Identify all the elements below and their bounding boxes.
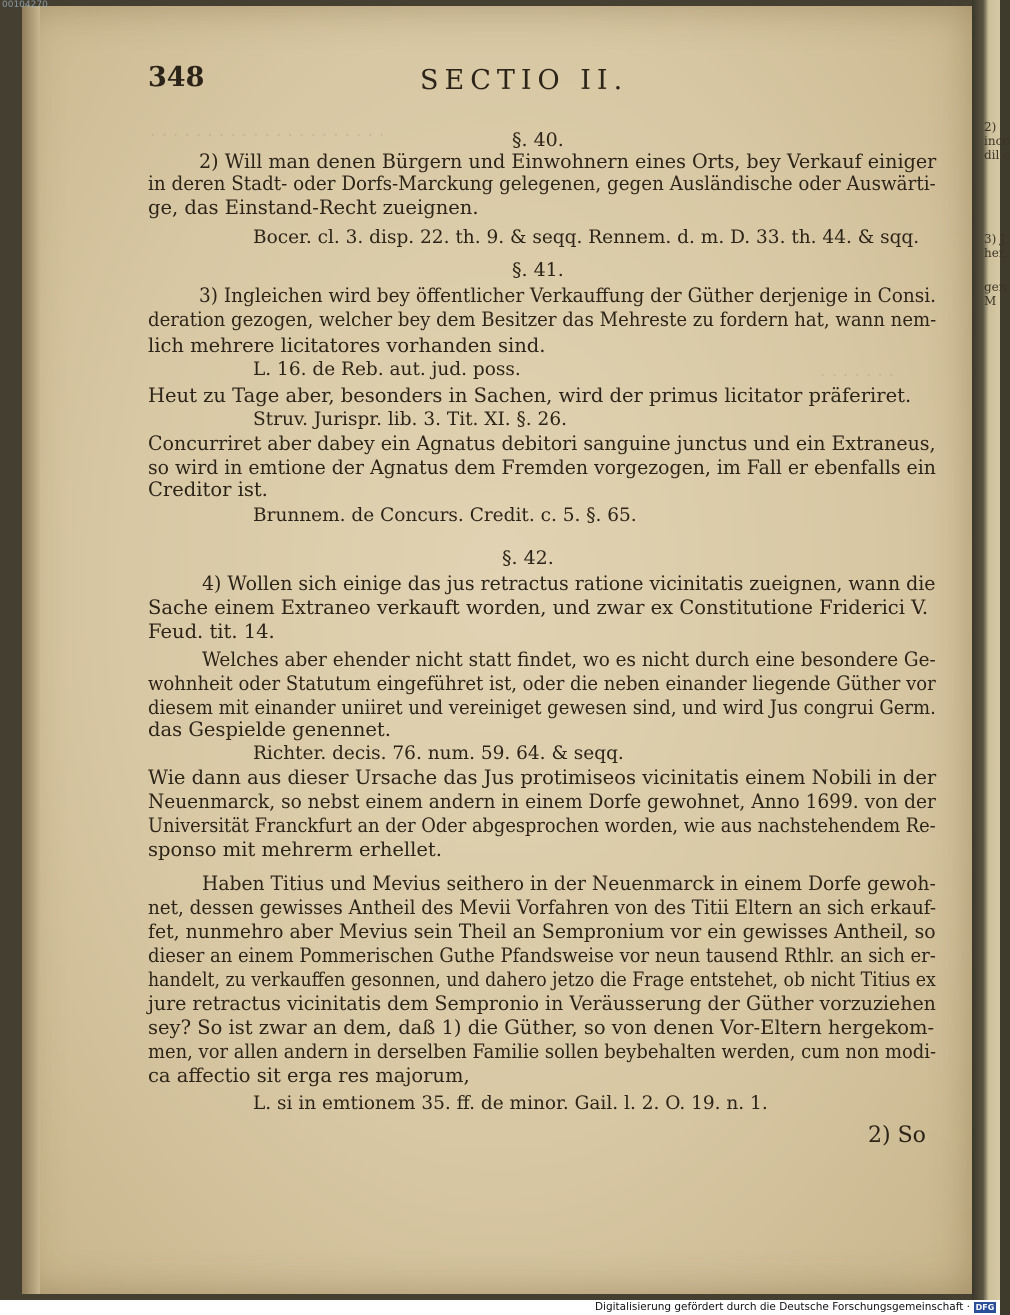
text-line: Haben Titius und Mevius seithero in der Neuenmarck in einem Dorfe gewoh- bbox=[202, 872, 936, 895]
citation-line: L. 16. de Reb. aut. jud. poss. bbox=[253, 359, 521, 380]
section-heading: §. 41. bbox=[512, 259, 564, 281]
edge-fragment: gen bbox=[984, 280, 1007, 294]
show-through-text: · · · · · · · bbox=[820, 365, 895, 386]
text-line: Sache einem Extraneo verkauft worden, und zwar ex Constitutione Friderici V. bbox=[148, 596, 929, 619]
text-line: Concurriret aber dabey ein Agnatus debitori sanguine junctus und ein Extraneus, bbox=[148, 432, 936, 455]
text-line: 2) Will man denen Bürgern und Einwohnern eines Orts, bey Verkauf einiger bbox=[199, 150, 937, 173]
footer-credit: Digitalisierung gefördert durch die Deutsche Forschungsgemeinschaft · bbox=[594, 1301, 970, 1313]
text-line: in deren Stadt- oder Dorfs-Marckung gelegenen, gegen Ausländische oder Auswärti- bbox=[148, 172, 936, 195]
text-line: Feud. tit. 14. bbox=[148, 620, 275, 643]
text-line: handelt, zu verkauffen gesonnen, und dahero jetzo die Frage entstehet, ob nicht Titius ex bbox=[148, 968, 936, 991]
section-heading: §. 42. bbox=[502, 547, 554, 569]
reference-number: 00104270 bbox=[2, 0, 48, 10]
section-heading: §. 40. bbox=[512, 129, 564, 151]
citation-line: Struv. Jurispr. lib. 3. Tit. XI. §. 26. bbox=[253, 409, 567, 430]
text-line: Creditor ist. bbox=[148, 478, 268, 501]
citation-line: Brunnem. de Concurs. Credit. c. 5. §. 65. bbox=[253, 505, 637, 526]
text-line: 3) Ingleichen wird bey öffentlicher Verkauffung der Güther derjenige in Consi. bbox=[199, 284, 937, 307]
page-gutter bbox=[22, 6, 40, 1294]
citation-line: Richter. decis. 76. num. 59. 64. & seqq. bbox=[253, 743, 624, 764]
text-line: fet, nunmehro aber Mevius sein Theil an Sempronium vor ein gewisses Antheil, so bbox=[148, 920, 936, 943]
text-line: ca affectio sit erga res majorum, bbox=[148, 1064, 470, 1087]
text-line: net, dessen gewisses Antheil des Mevii Vorfahren von des Titii Eltern an sich erkauf- bbox=[148, 896, 937, 919]
page-number: 348 bbox=[148, 62, 205, 93]
text-line: Universität Franckfurt an der Oder abgesprochen worden, wie aus nachstehendem Re- bbox=[148, 814, 936, 837]
edge-fragment: 2) bbox=[984, 120, 997, 134]
dfg-logo: DFG bbox=[975, 1303, 995, 1312]
text-line: jure retractus vicinitatis dem Sempronio in Veräusserung der Güther vorzuziehen bbox=[148, 992, 936, 1015]
catchword: 2) So bbox=[868, 1123, 926, 1148]
citation-line: Bocer. cl. 3. disp. 22. th. 9. & seqq. Rennem. d. m. D. 33. th. 44. & sqq. bbox=[253, 227, 920, 248]
text-line: wohnheit oder Statutum eingeführet ist, oder die neben einander liegende Güther vor bbox=[148, 672, 936, 695]
text-line: Welches aber ehender nicht statt findet, wo es nicht durch eine besondere Ge- bbox=[202, 648, 936, 671]
running-head: SECTIO II. bbox=[420, 65, 629, 96]
edge-fragment: her, bbox=[984, 246, 1008, 260]
text-line: Heut zu Tage aber, besonders in Sachen, wird der primus licitator präferiret. bbox=[148, 384, 912, 407]
text-line: das Gespielde genennet. bbox=[148, 718, 391, 741]
text-line: so wird in emtione der Agnatus dem Fremden vorgezogen, im Fall er ebenfalls ein bbox=[148, 456, 936, 479]
citation-line: L. si in emtionem 35. ff. de minor. Gail. l. 2. O. 19. n. 1. bbox=[253, 1093, 768, 1114]
text-line: sey? So ist zwar an dem, daß 1) die Güther, so von denen Vor-Eltern hergekom- bbox=[148, 1016, 935, 1039]
text-line: Neuenmarck, so nebst einem andern in einem Dorfe gewohnet, Anno 1699. von der bbox=[148, 790, 936, 813]
text-line: dieser an einem Pommerischen Guthe Pfandsweise vor neun tausend Rthlr. an sich er- bbox=[148, 944, 936, 967]
text-line: ge, das Einstand-Recht zueignen. bbox=[148, 196, 479, 219]
text-line: lich mehrere licitatores vorhanden sind. bbox=[148, 334, 546, 357]
text-line: 4) Wollen sich einige das jus retractus ratione vicinitatis zueignen, wann die bbox=[202, 572, 936, 595]
text-line: Wie dann aus dieser Ursache das Jus protimiseos vicinitatis einem Nobili in der bbox=[148, 766, 937, 789]
text-line: diesem mit einander uniiret und vereiniget gewesen sind, und wird Jus congrui Germ. bbox=[148, 696, 936, 719]
edge-fragment: dil c bbox=[984, 148, 1010, 162]
edge-fragment: inco bbox=[984, 134, 1010, 148]
next-page-edge-text bbox=[984, 120, 1010, 308]
show-through-text: · · · · · · · · · · · · · · · · · · · · · bbox=[150, 125, 385, 146]
text-line: deration gezogen, welcher bey dem Besitzer das Mehreste zu fordern hat, wann nem- bbox=[148, 308, 937, 331]
text-line: men, vor allen andern in derselben Familie sollen beybehalten werden, cum non modi- bbox=[148, 1040, 937, 1063]
edge-fragment: M bbox=[984, 294, 997, 308]
edge-fragment: 3) J bbox=[984, 232, 1005, 246]
text-line: sponso mit mehrerm erhellet. bbox=[148, 838, 442, 861]
